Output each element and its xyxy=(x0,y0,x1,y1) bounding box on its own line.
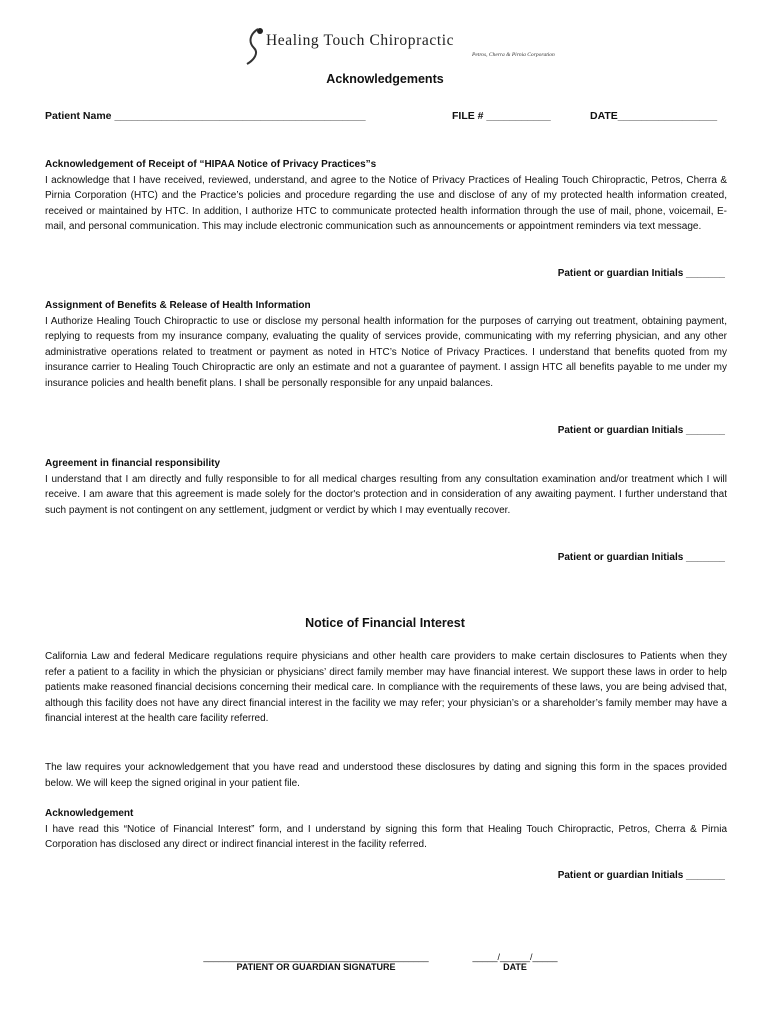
assignment-body: I Authorize Healing Touch Chiropractic to use or disclose my personal health information for the purposes of carrying out treatment, obtaining payment, replying to requests from my insurance company, evaluating the quality of services provide, communicating with my referring physician, and any other administrative operations related to treatment or payment as noted in HTC’s Notice of Privacy Practices. I understand that benefits quoted from my insurance carrier to Healing Touch Chiropractic are only an estimate and not a guarantee of payment. I assign HTC all benefits payable to me under my insurance policies and health benefit plans. I shall be personally responsible for any unpaid balances. xyxy=(45,315,727,389)
signature-label: PATIENT OR GUARDIAN SIGNATURE xyxy=(236,962,396,972)
financial-initials-field[interactable]: Patient or guardian Initials _______ xyxy=(557,552,725,563)
hipaa-section xyxy=(45,157,727,235)
logo-tagline: Petros, Cherra & Pirnia Corporation xyxy=(472,52,555,58)
practice-logo xyxy=(244,26,555,66)
signature-line[interactable]: _____________________________________________ xyxy=(203,952,429,962)
acknowledgement-heading: Acknowledgement xyxy=(45,808,134,819)
notice-para-1: California Law and federal Medicare regulations require physicians and other health care providers to make certain disclosures to Patients when they refer a patient to a facility in which the physician or physicians’ direct family member may have financial interest. We support these laws in order to help patients make reasoned financial decisions concerning their medical care. In compliance with the requirements of these laws, you are being advised that, although this facility does not have any direct financial interest in the facility we may refer; your physician’s or a shareholder’s family member may have a financial interest at the health care facility referred. xyxy=(45,651,727,725)
notice-para-2: The law requires your acknowledgement that you have read and understood these disclosures by dating and signing this form in the spaces provided below. We will keep the signed original in your patient file. xyxy=(45,762,727,789)
signature-date-block[interactable] xyxy=(463,952,567,972)
assignment-heading: Assignment of Benefits & Release of Health Information xyxy=(45,300,311,311)
assignment-initials-field[interactable]: Patient or guardian Initials _______ xyxy=(557,425,725,436)
acknowledgement-section xyxy=(45,806,727,853)
signature-date-line[interactable]: _____/______/_____ xyxy=(472,952,558,962)
spine-logo-icon xyxy=(244,26,266,66)
signature-date-label: DATE xyxy=(503,962,527,972)
acknowledgement-body: I have read this “Notice of Financial Interest” form, and I understand by signing this form that Healing Touch Chiropractic, Petros, Cherra & Pirnia Corporation has disclosed any direct or indirect financial interest in the facility referred. xyxy=(45,823,727,851)
signature-block[interactable] xyxy=(196,952,436,972)
hipaa-body: I acknowledge that I have received, reviewed, understand, and agree to the Notice of Privacy Practices of Healing Touch Chiropractic, Petros, Cherra & Pirnia Corporation (HTC) and the Practice’s policies and procedure regarding the use and disclose of any of my protected health information created, received or maintained by HTC. In addition, I authorize HTC to communicate protected health information through the use of mail, phone, voicemail, E-mail, and personal communication. This may include electronic communication such as announcements or appointment reminders via text message. xyxy=(45,174,727,233)
page-title: Acknowledgements xyxy=(326,72,444,86)
financial-section xyxy=(45,456,727,518)
patient-name-field[interactable]: Patient Name ___________________________________________ xyxy=(45,110,366,122)
notice-initials-field[interactable]: Patient or guardian Initials _______ xyxy=(557,870,725,881)
file-number-field[interactable]: FILE # ___________ xyxy=(452,110,551,122)
financial-body: I understand that I am directly and fully responsible to for all medical charges resulting from any consultation examination and/or treatment which I will receive. I am aware that this agreement is made solely for the doctor's protection and in consideration of any awaiting payment. I further understand that such payment is not contingent on any settlement, judgment or verdict by which I may eventually recover. xyxy=(45,473,727,516)
logo-name: Healing Touch Chiropractic xyxy=(266,32,455,49)
financial-heading: Agreement in financial responsibility xyxy=(45,458,221,469)
hipaa-initials-field[interactable]: Patient or guardian Initials _______ xyxy=(557,268,725,279)
date-field[interactable]: DATE_________________ xyxy=(590,110,718,122)
hipaa-heading: Acknowledgement of Receipt of “HIPAA Notice of Privacy Practices”s xyxy=(45,159,377,170)
assignment-section xyxy=(45,298,727,392)
notice-title: Notice of Financial Interest xyxy=(305,616,465,630)
